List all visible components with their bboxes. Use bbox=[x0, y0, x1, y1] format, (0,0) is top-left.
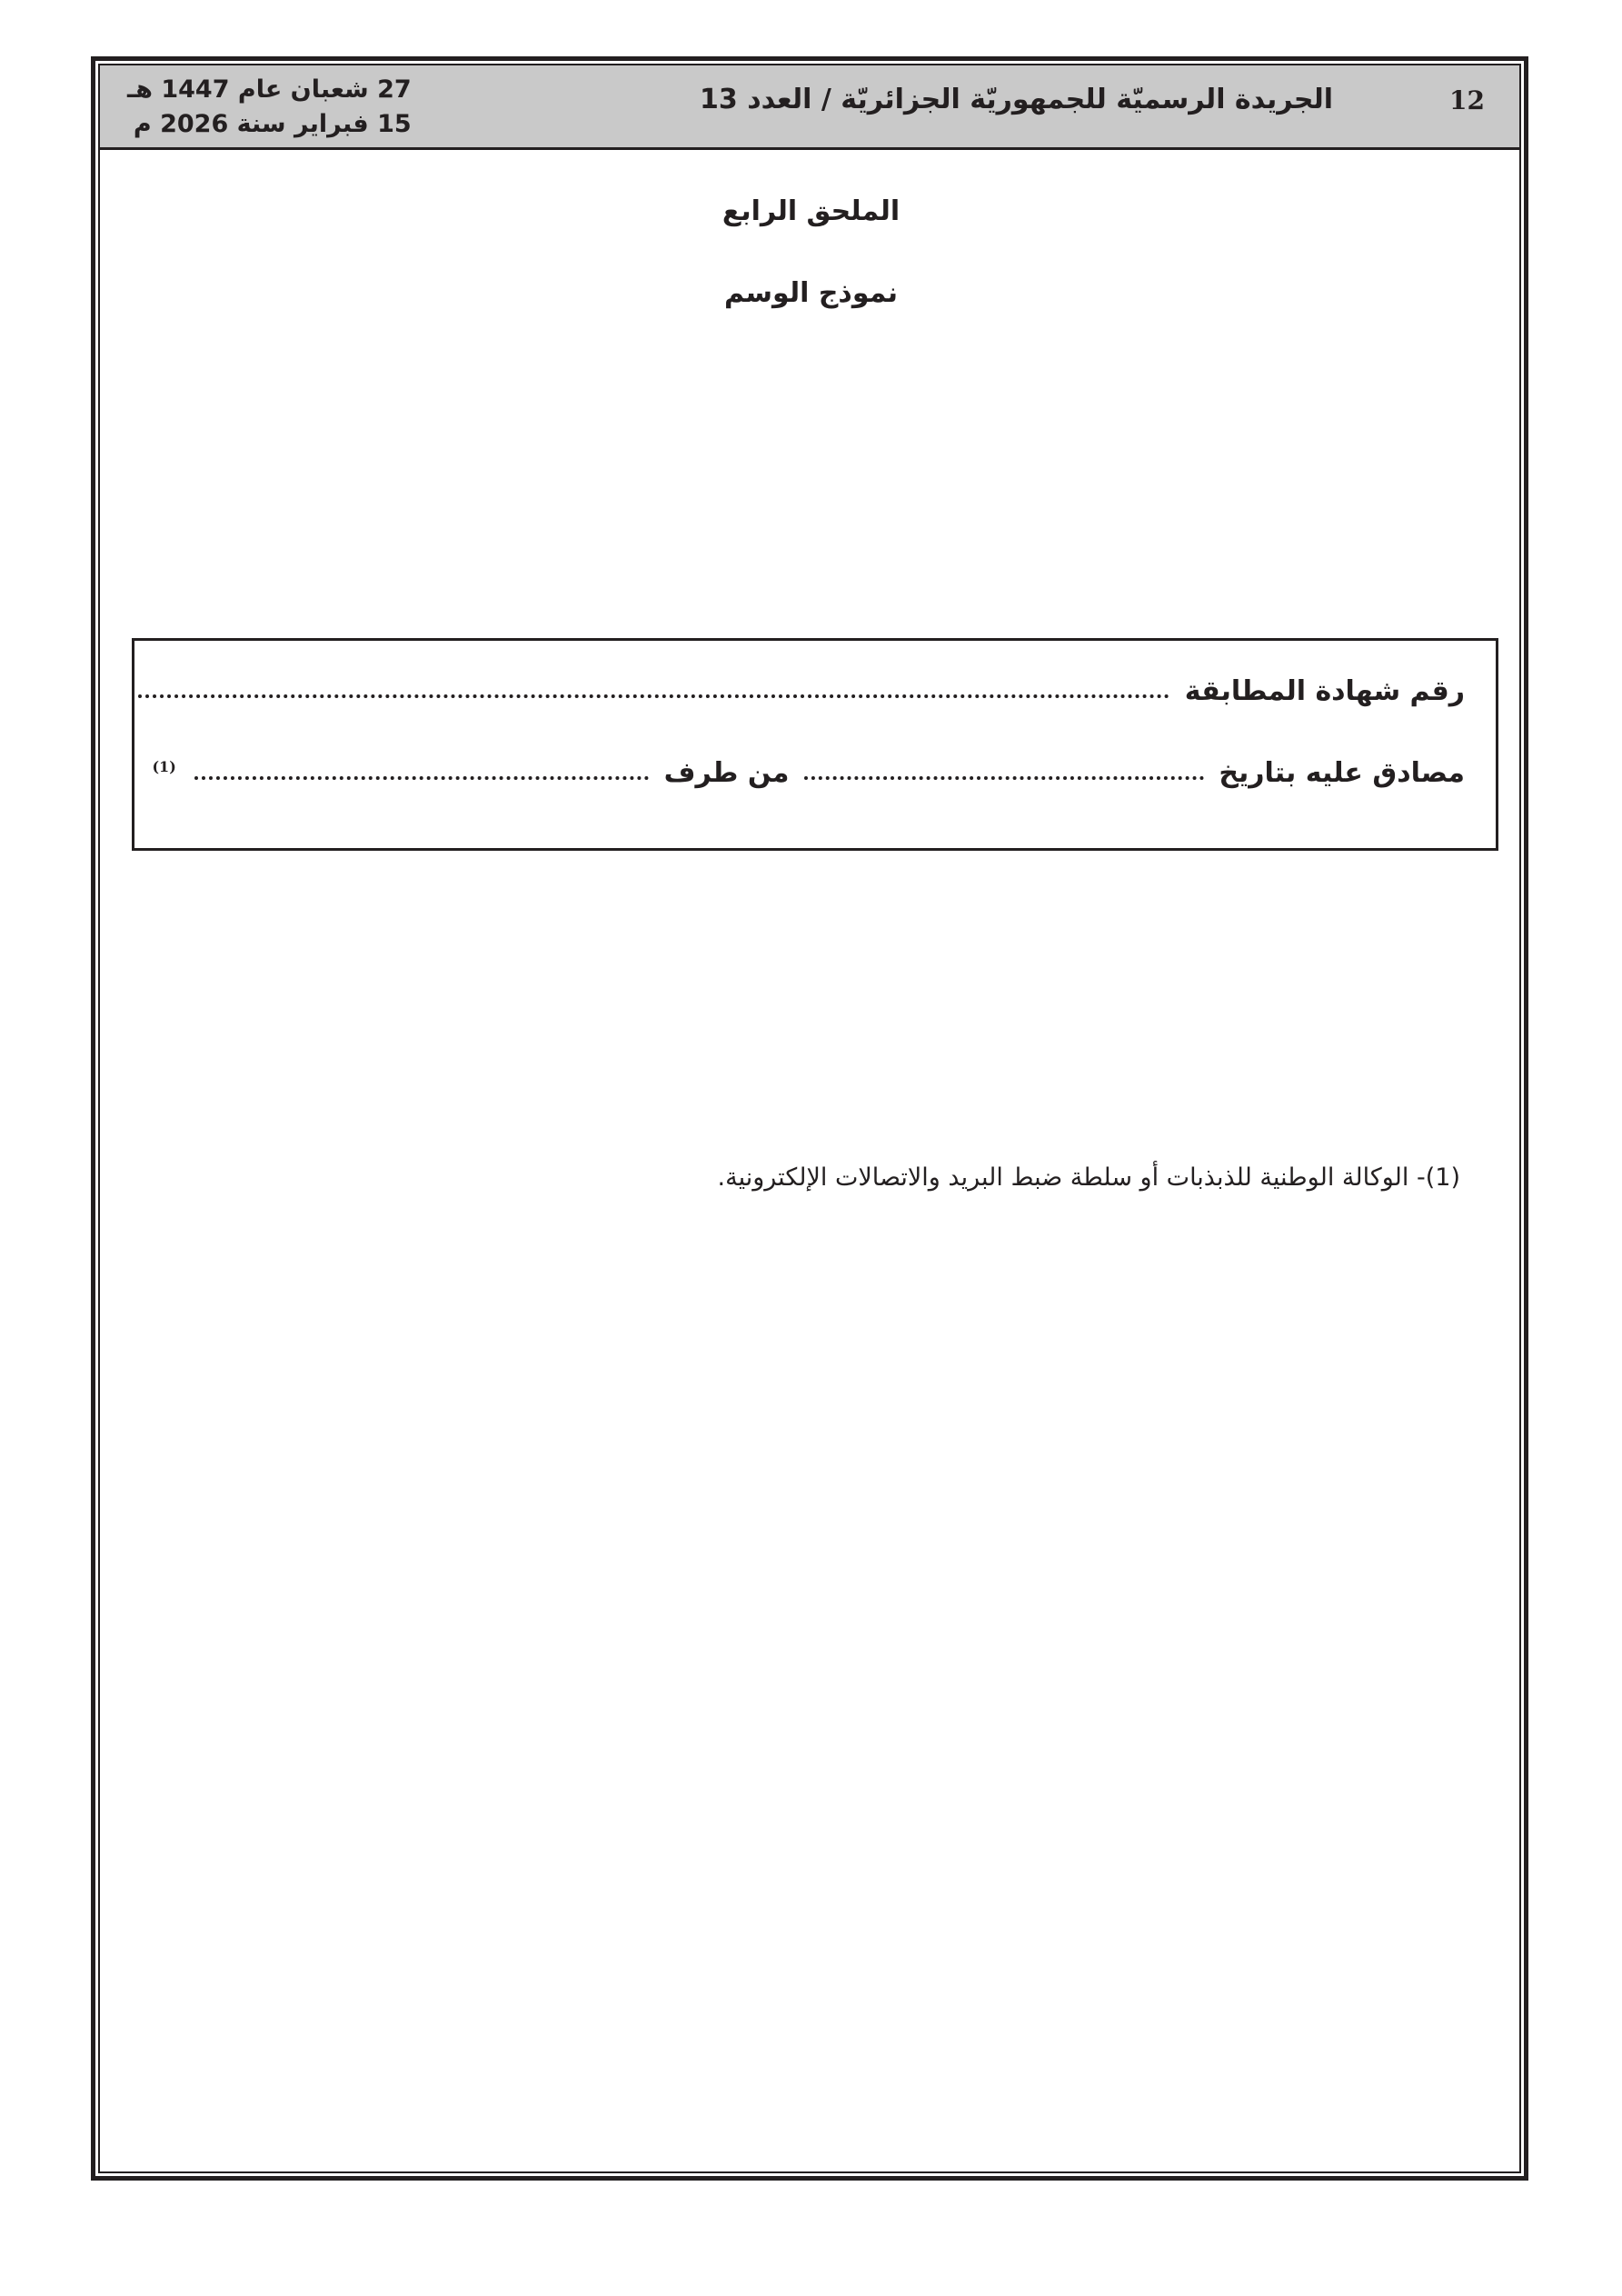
page-header bbox=[100, 65, 1519, 150]
page-number: 12 bbox=[1449, 85, 1485, 115]
page-inner-border bbox=[98, 64, 1521, 2173]
footnote: (1)- الوكالة الوطنية للذبذبات أو سلطة ضبط البريد والاتصالات الإلكترونية. bbox=[717, 1163, 1460, 1192]
annex-subtitle: نموذج الوسم bbox=[723, 277, 899, 309]
footnote-reference: (1) bbox=[152, 758, 176, 775]
gregorian-date: 15 فبراير سنة 2026 م bbox=[133, 110, 412, 138]
annex-title: الملحق الرابع bbox=[721, 195, 901, 227]
hijri-date: 27 شعبان عام 1447 هـ bbox=[127, 75, 412, 104]
gazette-title: الجريدة الرسميّة للجمهوريّة الجزائريّة / العدد 13 bbox=[700, 84, 1334, 115]
certificate-number-label: رقم شهادة المطابقة bbox=[1184, 675, 1465, 707]
certifying-body-dotted-line bbox=[194, 769, 649, 780]
header-dates bbox=[127, 73, 412, 142]
label-model-box bbox=[132, 638, 1498, 851]
certified-date-dotted-line bbox=[804, 769, 1204, 780]
certified-on-field bbox=[152, 757, 1465, 789]
certificate-number-dotted-line bbox=[138, 687, 1169, 698]
by-label: من طرف bbox=[663, 757, 790, 789]
certificate-number-field bbox=[133, 675, 1465, 707]
certified-on-label: مصادق عليه بتاريخ bbox=[1219, 757, 1465, 789]
